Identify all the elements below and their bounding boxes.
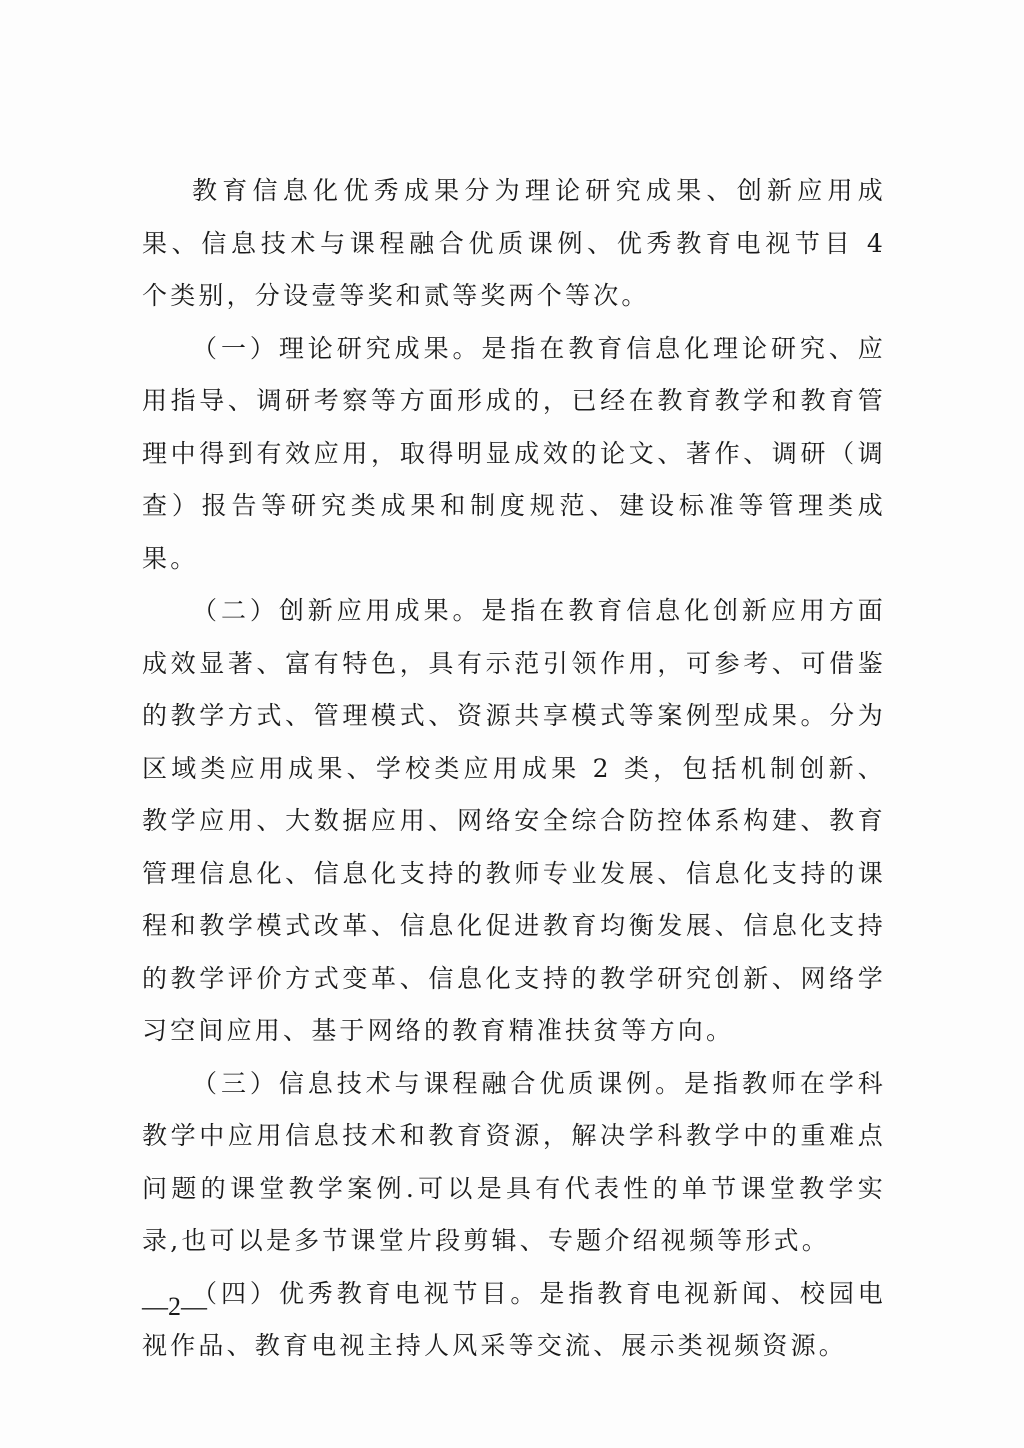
page-number: —2—	[142, 1292, 207, 1321]
paragraph-theory-research: （一）理论研究成果。是指在教育信息化理论研究、应用指导、调研考察等方面形成的，已经在教育教学和教育管理中得到有效应用，取得明显成效的论文、著作、调研（调查）报告等研究类成果和制度规范、建设标准等管理类成果。	[142, 333, 886, 573]
document-body	[142, 165, 886, 1373]
paragraph-quality-lessons: （三）信息技术与课程融合优质课例。是指教师在学科教学中应用信息技术和教育资源，解决学科教学中的重难点问题的课堂教学案例.可以是具有代表性的单节课堂教学实录,也可以是多节课堂片段剪辑、专题介绍视频等形式。	[142, 1068, 886, 1255]
paragraph-categories-overview: 教育信息化优秀成果分为理论研究成果、创新应用成果、信息技术与课程融合优质课例、优秀教育电视节目 4 个类别，分设壹等奖和贰等奖两个等次。	[142, 176, 886, 310]
paragraph-innovative-application: （二）创新应用成果。是指在教育信息化创新应用方面成效显著、富有特色，具有示范引领作用，可参考、可借鉴的教学方式、管理模式、资源共享模式等案例型成果。分为区域类应用成果、学校类应用成果 2 类，包括机制创新、教学应用、大数据应用、网络安全综合防控体系构建、教育管理信息化、信息化支持的教师专业发展、信息化支持的课程和教学模式改革、信息化促进教育均衡发展、信息化支持的教学评价方式变革、信息化支持的教学研究创新、网络学习空间应用、基于网络的教育精准扶贫等方向。	[142, 596, 886, 1045]
paragraph-education-tv: （四）优秀教育电视节目。是指教育电视新闻、校园电视作品、教育电视主持人风采等交流、展示类视频资源。	[142, 1278, 886, 1360]
